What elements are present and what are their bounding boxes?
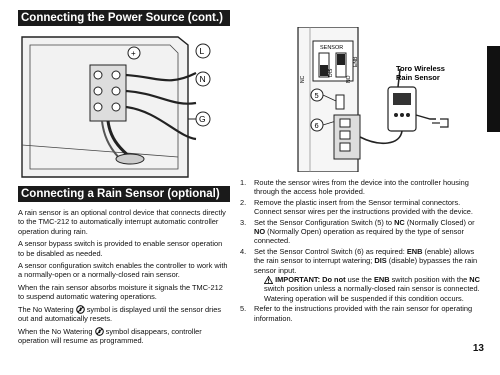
p6-end: symbol disappears, controller operation will resume as programmed.	[18, 326, 202, 346]
step-3	[240, 218, 480, 246]
intro-paragraph-6	[18, 327, 230, 346]
switch-label-dis: DIS	[328, 68, 334, 77]
intro-paragraph-1: A rain sensor is an optional control device that connects directly to the TMC-212 to automatically interrupt automatic controller operation during rain.	[18, 208, 226, 236]
important-text: switch position with the	[391, 275, 468, 285]
important-text: use the	[347, 275, 372, 285]
callout-n: N	[199, 74, 206, 84]
step-text: Route the sensor wires from the device into the controller housing through the access hole provided.	[254, 178, 469, 197]
step-number: 3.	[240, 217, 247, 227]
step-number: 5.	[240, 304, 247, 314]
step-text: (Normally Closed) or	[406, 217, 475, 227]
step-number: 2.	[240, 197, 247, 207]
intro-paragraph-3: A sensor configuration switch enables the controller to work with a normally-open or a normally-closed rain sensor.	[18, 261, 228, 280]
device-label-line2: Rain Sensor	[396, 73, 440, 82]
intro-paragraph-4: When the rain sensor absorbs moisture it signals the TMC-212 to suspend automatic watering operations.	[18, 282, 223, 302]
step-number: 1.	[240, 178, 247, 187]
step-text: (enable) allows the rain sensor to interrupt watering;	[254, 246, 475, 266]
important-do-not: Do not	[322, 275, 346, 285]
dis-term: DIS	[374, 256, 387, 266]
callout-5: 5	[314, 91, 319, 100]
power-wiring-illustration	[18, 27, 230, 182]
step-text: Set the Sensor Control Switch (6) as required:	[254, 246, 405, 256]
rain-sensor-intro	[18, 208, 230, 349]
step-4	[240, 247, 480, 303]
no-watering-icon	[95, 327, 104, 336]
p5-start: The No Watering	[18, 304, 74, 314]
enb-term: ENB	[406, 246, 423, 256]
nc-term: NC	[394, 217, 405, 227]
step-number: 4.	[240, 246, 247, 256]
switch-label-enb: ENB	[353, 56, 359, 67]
switch-label-nc: NC	[300, 75, 306, 83]
instruction-steps	[240, 178, 480, 324]
callout-l: L	[199, 46, 205, 56]
svg-text:+: +	[131, 49, 136, 58]
section-header-power: Connecting the Power Source (cont.)	[18, 10, 230, 26]
step-5	[240, 304, 480, 323]
rain-sensor-figure	[240, 27, 480, 172]
step-text: Remove the plastic insert from the Sensor terminal connectors. Connect sensor wires per the instructions provided with the device.	[254, 197, 473, 217]
no-term: NO	[254, 227, 266, 237]
callout-g: G	[199, 114, 206, 124]
page-number: 13	[472, 343, 484, 354]
power-wiring-figure	[18, 27, 230, 182]
section-header-rain: Connecting a Rain Sensor (optional)	[18, 186, 230, 202]
intro-paragraph-2: A sensor bypass switch is provided to enable sensor operation to be disabled as needed.	[18, 239, 223, 258]
no-watering-icon	[76, 305, 85, 314]
rain-sensor-illustration	[240, 27, 480, 172]
intro-paragraph-5	[18, 305, 230, 324]
step-text: Refer to the instructions provided with the rain sensor for operating information.	[254, 304, 473, 323]
enb-term: ENB	[373, 275, 390, 285]
step-text: (disable) bypasses the rain sensor input.	[254, 256, 478, 275]
callout-6: 6	[314, 121, 319, 130]
device-label-line1: Toro Wireless	[396, 64, 445, 73]
important-note	[254, 275, 480, 303]
switch-label-no: NO	[346, 75, 352, 83]
step-1	[240, 178, 480, 197]
warning-triangle-icon	[264, 276, 273, 284]
step-2	[240, 198, 480, 217]
sensor-switch-label: SENSOR	[320, 45, 344, 51]
important-label: IMPORTANT:	[275, 275, 321, 285]
p6-start: When the No Watering	[18, 326, 93, 336]
page-edge-tab	[487, 46, 500, 132]
important-text: switch position unless a normally-closed rain sensor is connected. Watering operation will be suspended if this condition occurs.	[264, 284, 480, 303]
nc-term: NC	[469, 275, 480, 285]
step-text: Set the Sensor Configuration Switch (5) to	[254, 217, 393, 227]
step-text: (Normally Open) operation as required by the type of sensor connected.	[254, 227, 464, 246]
p5-end: symbol is displayed until the sensor dries out and automatically resets.	[18, 304, 222, 324]
